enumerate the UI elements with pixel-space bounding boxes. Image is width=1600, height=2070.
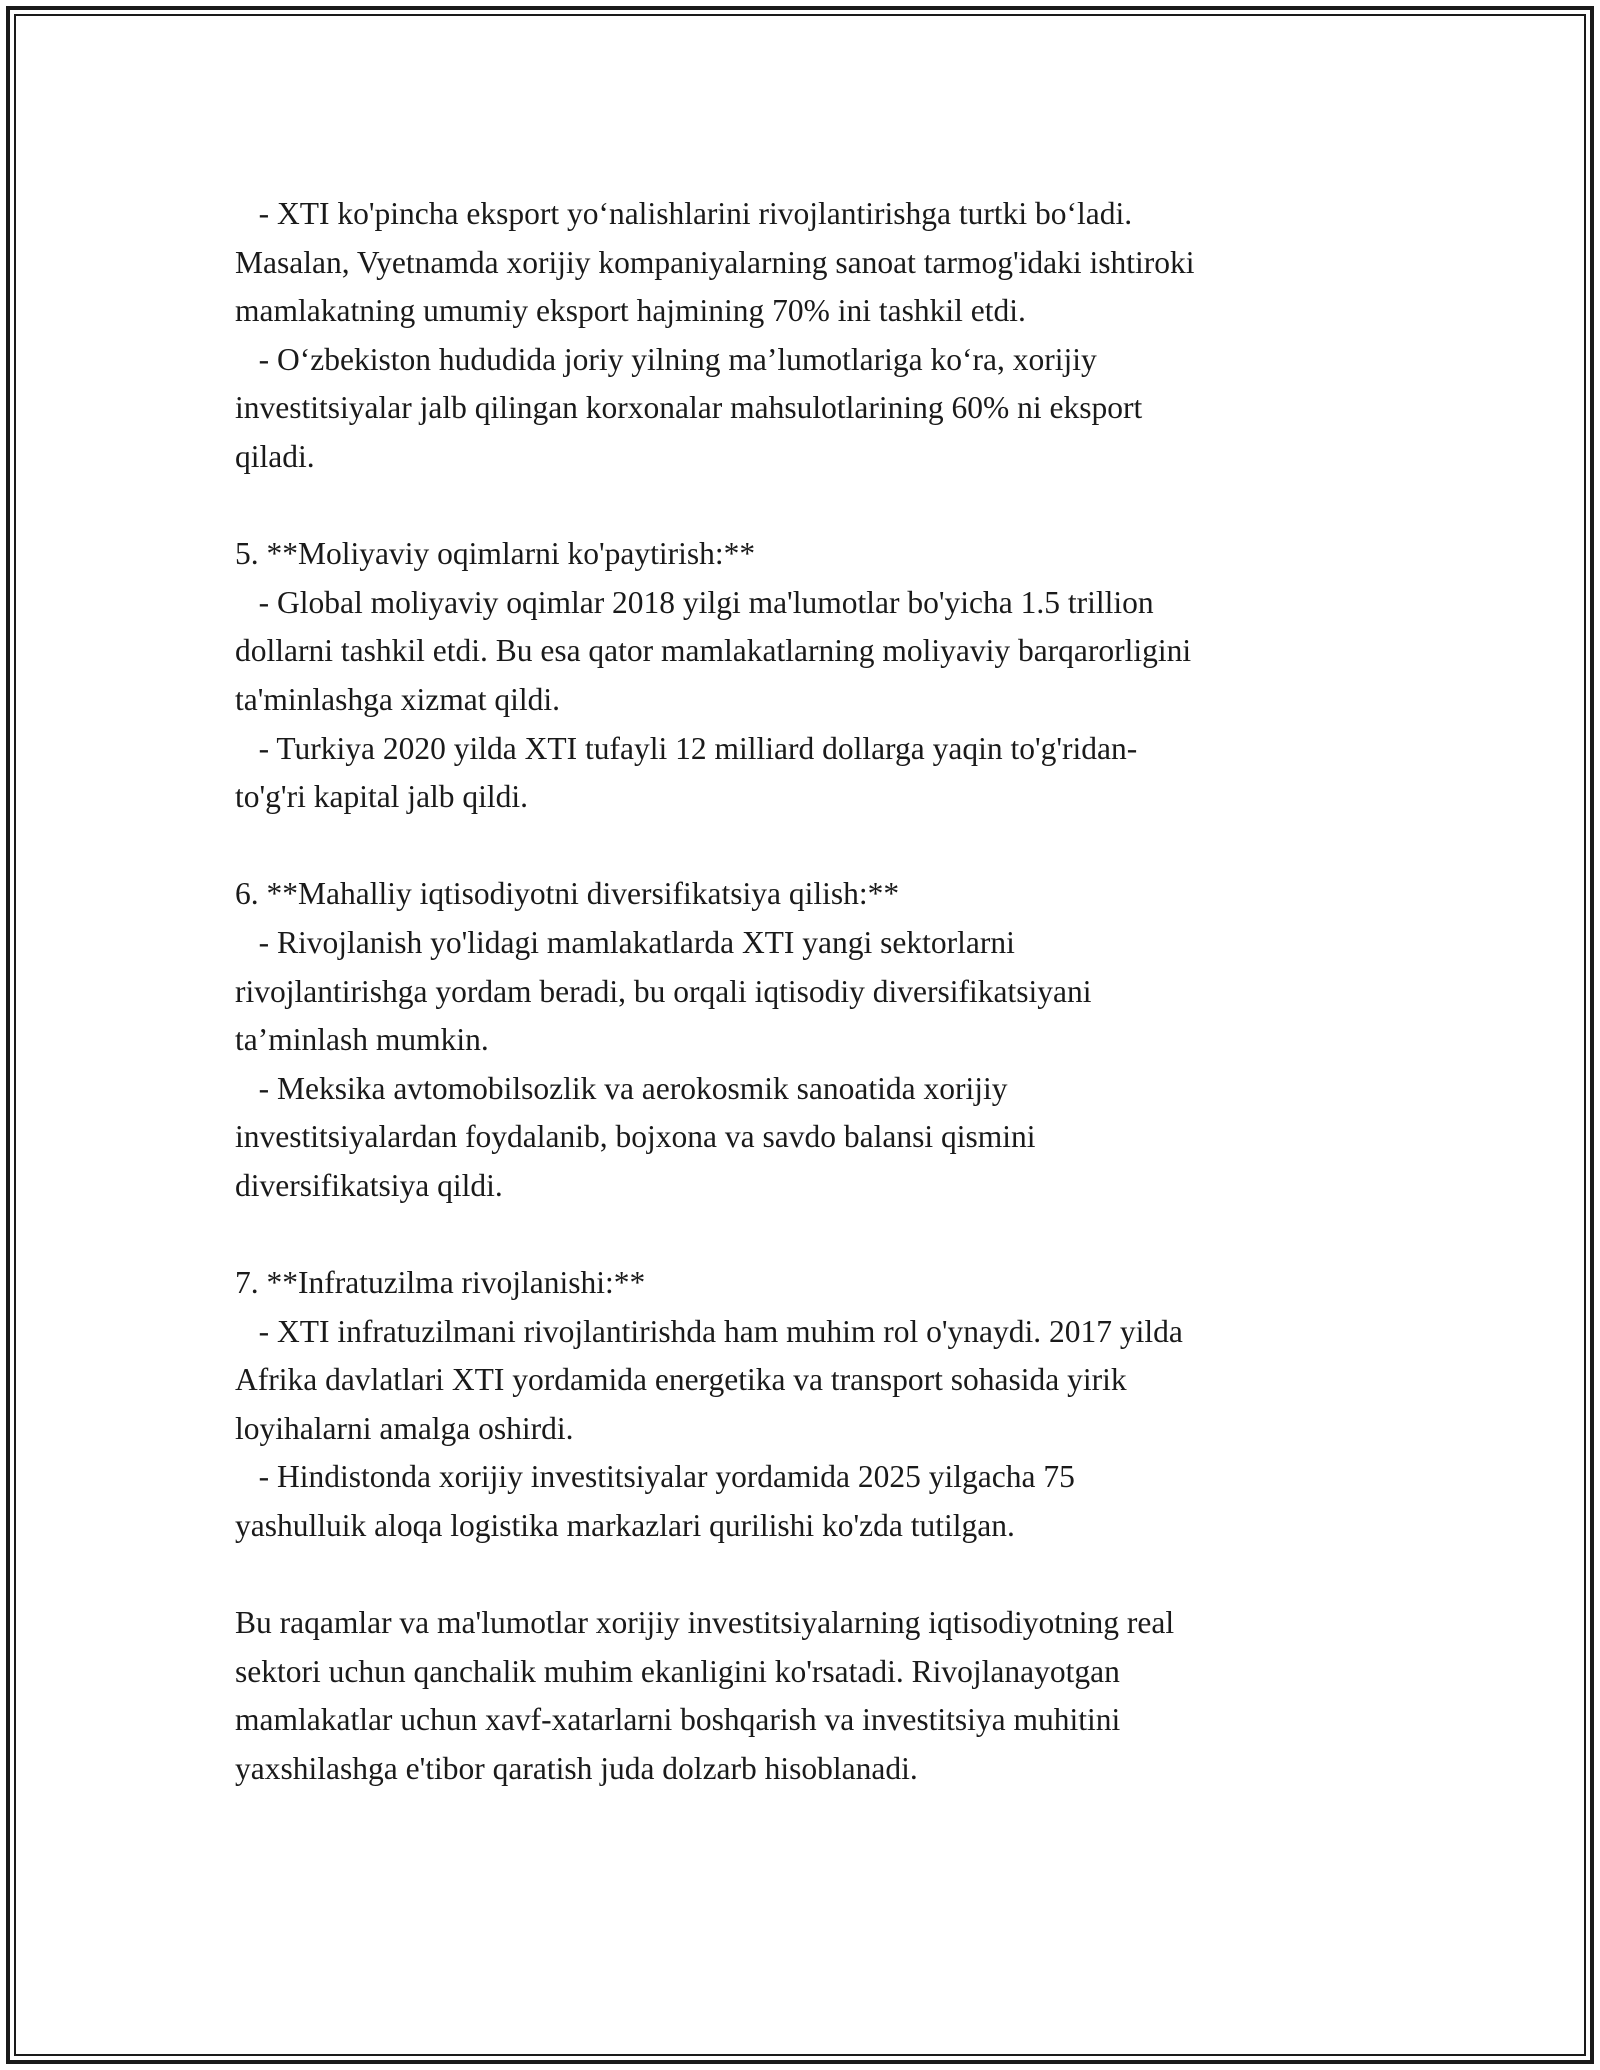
conclusion-line: yaxshilashga e'tibor qaratish juda dolzarb hisoblanadi. — [235, 1751, 918, 1786]
text-line: qiladi. — [235, 438, 315, 474]
text-line: ta’minlash mumkin. — [235, 1022, 489, 1058]
conclusion-line: mamlakatlar uchun xavf-xatarlarni boshqarish va investitsiya muhitini — [235, 1702, 1121, 1738]
text-line: investitsiyalar jalb qilingan korxonalar mahsulotlarining 60% ni eksport — [235, 390, 1143, 426]
text-line: ta'minlashga xizmat qildi. — [235, 681, 560, 717]
text-line: - XTI ko'pincha eksport yo‘nalishlarini rivojlantirishga turtki bo‘ladi. — [235, 196, 1133, 231]
text-line: Afrika davlatlari XTI yordamida energetika va transport sohasida yirik — [235, 1362, 1127, 1398]
text-line: loyihalarni amalga oshirdi. — [235, 1410, 574, 1446]
section-heading: 5. **Moliyaviy oqimlarni ko'paytirish:** — [235, 536, 756, 572]
blank-line — [235, 822, 1375, 871]
text-line: mamlakatning umumiy eksport hajmining 70% ini tashkil etdi. — [235, 293, 1026, 329]
text-line: dollarni tashkil etdi. Bu esa qator mamlakatlarning moliyaviy barqarorligini — [235, 633, 1192, 669]
text-line: rivojlantirishga yordam beradi, bu orqali iqtisodiy diversifikatsiyani — [235, 973, 1092, 1009]
text-line: yashulluik aloqa logistika markazlari qurilishi ko'zda tutilgan. — [235, 1508, 1015, 1544]
section-heading: 6. **Mahalliy iqtisodiyotni diversifikatsiya qilish:** — [235, 876, 900, 912]
text-line: diversifikatsiya qildi. — [235, 1167, 503, 1203]
text-line: investitsiyalardan foydalanib, bojxona va savdo balansi qismini — [235, 1119, 1036, 1155]
conclusion-line: sektori uchun qanchalik muhim ekanligini ko'rsatadi. Rivojlanayotgan — [235, 1653, 1120, 1689]
text-line: - O‘zbekiston hududida joriy yilning ma’lumotlariga ko‘ra, xorijiy — [235, 341, 1097, 377]
section-heading: 7. **Infratuzilma rivojlanishi:** — [235, 1265, 646, 1301]
text-line: - XTI infratuzilmani rivojlantirishda ham muhim rol o'ynaydi. 2017 yilda — [235, 1313, 1183, 1349]
text-line: - Turkiya 2020 yilda XTI tufayli 12 milliard dollarga yaqin to'g'ridan- — [235, 730, 1138, 766]
conclusion-line: Bu raqamlar va ma'lumotlar xorijiy investitsiyalarning iqtisodiyotning real — [235, 1605, 1175, 1641]
text-line: - Meksika avtomobilsozlik va aerokosmik sanoatida xorijiy — [235, 1070, 1008, 1106]
text-line: to'g'ri kapital jalb qildi. — [235, 779, 529, 815]
blank-line — [235, 482, 1375, 531]
text-line: - Global moliyaviy oqimlar 2018 yilgi ma'lumotlar bo'yicha 1.5 trillion — [235, 584, 1154, 620]
blank-line — [235, 1210, 1375, 1259]
text-line: - Rivojlanish yo'lidagi mamlakatlarda XTI yangi sektorlarni — [235, 924, 1015, 960]
text-line: - Hindistonda xorijiy investitsiyalar yordamida 2025 yilgacha 75 — [235, 1459, 1075, 1495]
blank-line — [235, 1551, 1375, 1600]
document-body — [235, 190, 1375, 1794]
text-line: Masalan, Vyetnamda xorijiy kompaniyalarning sanoat tarmog'idaki ishtiroki — [235, 244, 1195, 280]
